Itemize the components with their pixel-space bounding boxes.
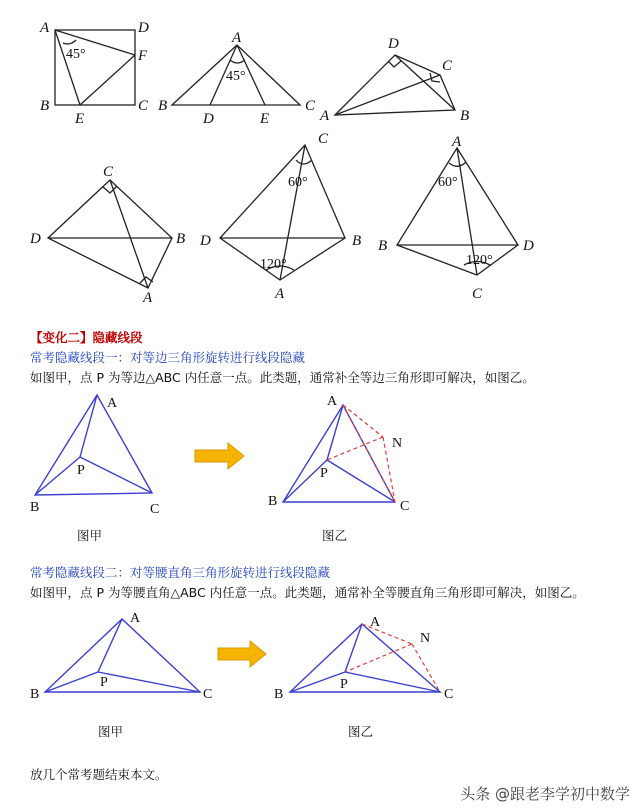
yi1-label-n: N [392, 436, 403, 451]
fig6-label-d: D [523, 238, 534, 254]
fig4-label-b: B [176, 231, 186, 247]
jia2-label-p: P [100, 675, 108, 690]
fig6-label-b: B [378, 238, 388, 254]
equilateral-triangle-yi [283, 405, 395, 502]
top-figures [0, 0, 640, 330]
jia2-label-b: B [30, 687, 40, 702]
figure-square-45 [55, 30, 135, 105]
jia1-label-p: P [77, 463, 85, 478]
fig1-label-f: F [138, 48, 148, 64]
jia1-label-a: A [107, 396, 118, 411]
fig5-angle-bottom: 120° [260, 257, 287, 272]
subsection-2-figures [0, 604, 640, 724]
caption-jia-2: 图甲 [98, 724, 124, 739]
figure-kite-right-angles [48, 180, 172, 288]
yi1-label-a: A [327, 394, 338, 409]
jia1-label-c: C [150, 502, 160, 517]
fig6-angle-bottom: 120° [466, 253, 493, 268]
fig2-label-c: C [305, 98, 316, 114]
fig6-label-c: C [472, 286, 483, 302]
yi2-label-p: P [340, 677, 348, 692]
isosceles-right-triangle-yi [290, 624, 440, 692]
dashed-auxiliary-lines [327, 405, 395, 502]
subsection-1-title: 常考隐藏线段一：对等边三角形旋转进行线段隐藏 [30, 350, 306, 365]
caption-yi-1: 图乙 [322, 528, 348, 543]
caption-yi-2: 图乙 [348, 724, 374, 739]
yi1-label-c: C [400, 499, 410, 514]
fig1-label-b: B [40, 98, 50, 114]
watermark-text: 头条 @跟老李学初中数学 [460, 785, 630, 803]
fig4-label-d: D [30, 231, 41, 247]
caption-jia-1: 图甲 [77, 528, 103, 543]
fig1-label-e: E [75, 111, 85, 127]
fig4-label-a: A [143, 290, 153, 306]
fig3-label-c: C [442, 58, 453, 74]
jia1-label-b: B [30, 500, 40, 515]
fig3-label-b: B [460, 108, 470, 124]
fig2-label-e: E [260, 111, 270, 127]
fig6-label-a: A [452, 134, 462, 150]
subsection-2-description: 如图甲，点 P 为等腰直角△ABC 内任意一点。此类题，通常补全等腰直角三角形即可解决，如图乙。 [30, 585, 585, 600]
fig3-label-d: D [388, 36, 399, 52]
fig2-label-b: B [158, 98, 168, 114]
yi2-label-n: N [420, 631, 431, 646]
jia2-label-c: C [203, 687, 213, 702]
fig2-angle: 45° [226, 69, 246, 84]
fig6-angle-top: 60° [438, 175, 458, 190]
fig5-label-a: A [275, 286, 285, 302]
fig5-angle-top: 60° [288, 175, 308, 190]
arrow-right-icon [195, 443, 244, 469]
equilateral-triangle-jia [35, 395, 152, 495]
fig1-label-d: D [138, 20, 149, 36]
fig1-label-a: A [40, 20, 50, 36]
subsection-1-description: 如图甲，点 P 为等边△ABC 内任意一点。此类题，通常补全等边三角形即可解决，如图乙。 [30, 370, 535, 385]
fig5-label-d: D [200, 233, 211, 249]
figure-quad-adcb [335, 55, 455, 115]
fig5-label-c: C [318, 131, 329, 147]
fig1-label-c: C [138, 98, 149, 114]
yi1-label-p: P [320, 466, 328, 481]
subsection-2-title: 常考隐藏线段二：对等腰直角三角形旋转进行线段隐藏 [30, 565, 331, 580]
closing-text: 放几个常考题结束本文。 [30, 767, 168, 782]
yi2-label-c: C [444, 687, 454, 702]
fig1-angle: 45° [66, 47, 86, 62]
fig2-label-a: A [232, 30, 242, 46]
yi2-label-b: B [274, 687, 284, 702]
fig2-label-d: D [203, 111, 214, 127]
yi2-label-a: A [370, 615, 381, 630]
isosceles-right-triangle-jia [45, 619, 200, 692]
yi1-label-b: B [268, 494, 278, 509]
jia2-label-a: A [130, 611, 141, 626]
figure-kite-60-120-b [397, 148, 518, 275]
fig3-label-a: A [320, 108, 330, 124]
section-title: 【变化二】隐藏线段 [30, 330, 143, 345]
subsection-1-figures [0, 385, 640, 585]
fig4-label-c: C [103, 164, 114, 180]
arrow-right-icon [218, 641, 266, 667]
fig5-label-b: B [352, 233, 362, 249]
